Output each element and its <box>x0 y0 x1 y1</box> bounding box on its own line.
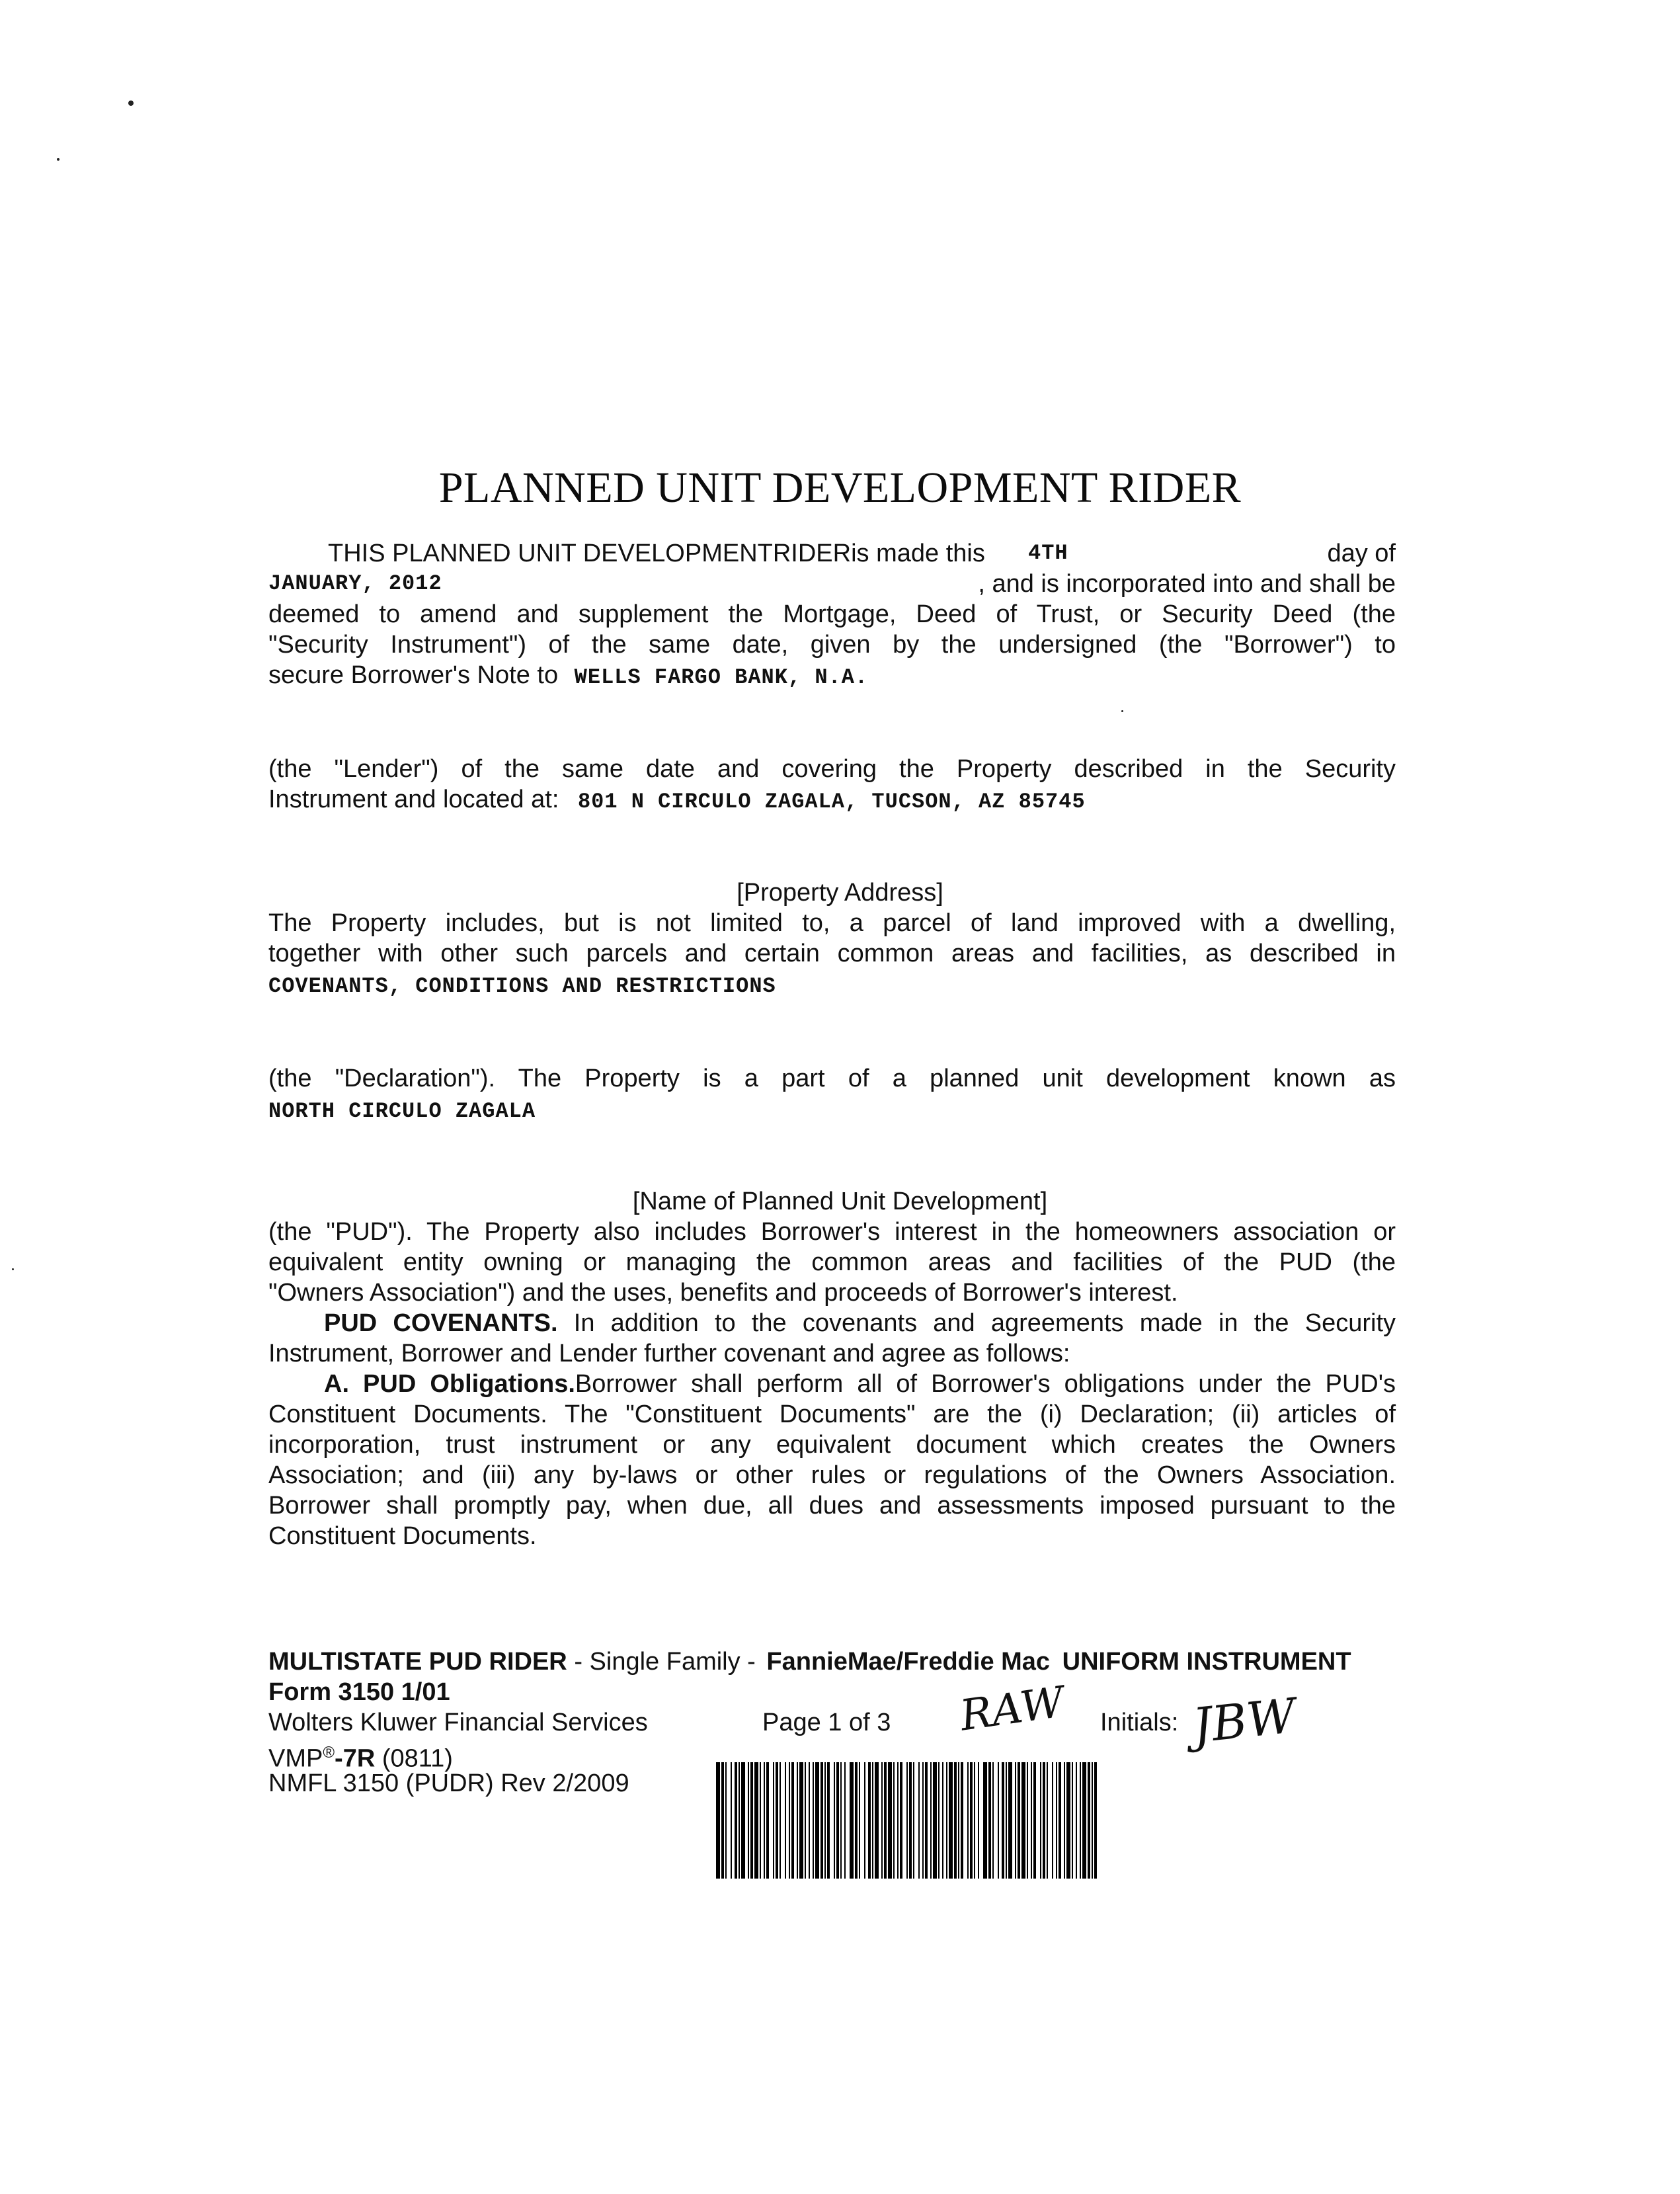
section-a-line-5: Borrower shall promptly pay, when due, all dues and assessments imposed pursuant to the <box>268 1492 1396 1520</box>
property-line-1: The Property includes, but is not limited to, a parcel of land improved with a dwelling, <box>268 909 1396 937</box>
intro-secure-note: secure Borrower's Note to <box>268 661 559 689</box>
pud-line-3: "Owners Association") and the uses, benefits and proceeds of Borrower's interest. <box>268 1279 1178 1307</box>
intro-day: 4TH <box>1028 541 1068 565</box>
located-at-lead: Instrument and located at: <box>268 786 559 813</box>
intro-line-4: "Security Instrument") of the same date, given by the undersigned (the "Borrower") to <box>268 631 1396 659</box>
form-title-fannie: FannieMae/Freddie Mac <box>766 1648 1051 1676</box>
intro-incorporated: , and is incorporated into and shall be <box>978 570 1396 598</box>
scan-speck <box>1121 710 1123 712</box>
pud-line-1: (the "PUD"). The Property also includes Borrower's interest in the homeowners association or <box>268 1218 1396 1246</box>
intro-line-3: deemed to amend and supplement the Mortgage, Deed of Trust, or Security Deed (the <box>268 600 1396 628</box>
intro-lead: THIS PLANNED UNIT DEVELOPMENTRIDERis made this <box>328 540 985 567</box>
property-address: 801 N CIRCULO ZAGALA, TUCSON, AZ 85745 <box>577 790 1086 814</box>
initials-label: Initials: <box>1100 1709 1179 1736</box>
covenants-line-1-text: In addition to the covenants and agreements made in the Security <box>573 1309 1396 1337</box>
section-a-line-3: incorporation, trust instrument or any equivalent document which creates the Owners <box>268 1431 1396 1459</box>
vmp-code-bold: -7R <box>335 1744 376 1773</box>
lender-line-1: (the "Lender") of the same date and covering the Property described in the Security <box>268 755 1396 783</box>
form-title-end: UNIFORM INSTRUMENT <box>1062 1648 1351 1676</box>
declaration-line-1: (the "Declaration"). The Property is a part of a planned unit development known as <box>268 1065 1396 1092</box>
publisher: Wolters Kluwer Financial Services <box>268 1709 648 1736</box>
form-title <box>268 1646 1396 1677</box>
barcode-stripe <box>1097 1762 1101 1879</box>
lender-name: WELLS FARGO BANK, N.A. <box>574 665 869 690</box>
form-title-bold: MULTISTATE PUD RIDER <box>268 1648 567 1676</box>
property-line-3 <box>268 969 1396 1002</box>
section-a-heading: A. PUD Obligations. <box>324 1370 575 1398</box>
vmp-suffix: (0811) <box>381 1744 453 1773</box>
page-number: Page 1 of 3 <box>762 1709 891 1736</box>
covenants-line-1 <box>268 1308 1396 1338</box>
intro-line-5 <box>268 660 1396 693</box>
scan-speck <box>57 158 60 161</box>
intro-month-year: JANUARY, 2012 <box>268 571 442 596</box>
section-a-line-1-text: Borrower shall perform all of Borrower's obligations under the PUD's <box>575 1370 1396 1398</box>
lender-line-2 <box>268 784 1396 817</box>
section-a-line-2: Constituent Documents. The "Constituent Documents" are the (i) Declaration; (ii) articles of <box>268 1401 1396 1428</box>
intro-day-of: day of <box>1327 540 1396 567</box>
property-address-label: [Property Address] <box>737 879 943 907</box>
scan-speck <box>12 1268 14 1270</box>
barcode <box>716 1762 1101 1879</box>
pud-name: NORTH CIRCULO ZAGALA <box>268 1099 536 1123</box>
section-a-line-4: Association; and (iii) any by-laws or other rules or regulations of the Owners Association. <box>268 1461 1396 1489</box>
vmp-registered-mark: ® <box>323 1744 335 1762</box>
vmp-prefix: VMP <box>268 1744 323 1773</box>
section-a-line-1 <box>268 1369 1396 1399</box>
form-title-mid: - Single Family - <box>574 1648 756 1676</box>
declaration-name: COVENANTS, CONDITIONS AND RESTRICTIONS <box>268 974 776 998</box>
covenants-heading: PUD COVENANTS. <box>324 1309 558 1337</box>
document-title: PLANNED UNIT DEVELOPMENT RIDER <box>438 464 1242 512</box>
nmfl-code: NMFL 3150 (PUDR) Rev 2/2009 <box>268 1769 629 1797</box>
section-a-line-6: Constituent Documents. <box>268 1522 537 1550</box>
handwritten-initials-jbw: JBW <box>1190 1687 1299 1754</box>
scan-speck <box>128 101 134 106</box>
pud-name-label: [Name of Planned Unit Development] <box>632 1188 1048 1215</box>
form-number: Form 3150 1/01 <box>268 1678 450 1706</box>
property-line-2: together with other such parcels and certain common areas and facilities, as described in <box>268 940 1396 967</box>
covenants-line-2: Instrument, Borrower and Lender further covenant and agree as follows: <box>268 1340 1070 1367</box>
handwritten-initials-raw: RAW <box>957 1678 1067 1741</box>
declaration-line-2 <box>268 1094 1396 1127</box>
pud-line-2: equivalent entity owning or managing the common areas and facilities of the PUD (the <box>268 1248 1396 1276</box>
